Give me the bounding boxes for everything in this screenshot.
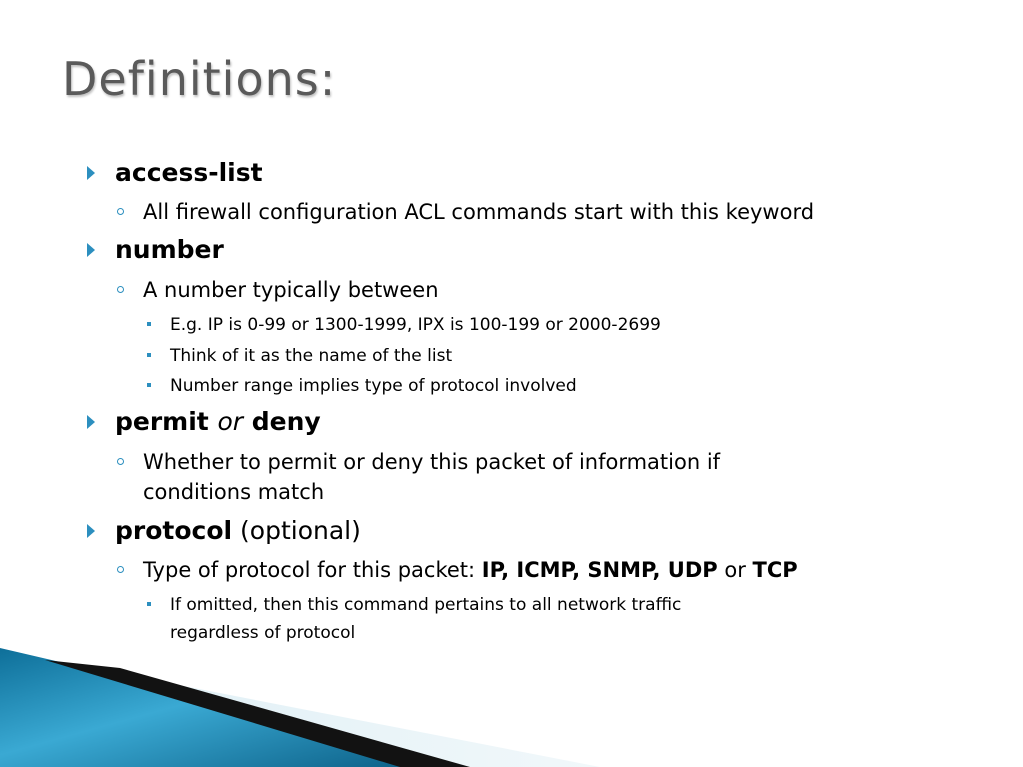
text-run: number [115, 235, 224, 264]
text-run: permit [115, 407, 218, 436]
text-run: IP, ICMP, SNMP, UDP [481, 558, 718, 582]
text-run: protocol [115, 516, 233, 545]
text-run: or [717, 558, 753, 582]
text-run: Think of it as the name of the list [170, 346, 453, 366]
slide-title: Definitions: [62, 52, 337, 106]
text-run: or [217, 407, 244, 436]
text-run: Type of protocol for this packet: [143, 558, 482, 582]
text-run: E.g. IP is 0-99 or 1300-1999, IPX is 100-199 or 2000-2699 [170, 315, 661, 335]
text-run: TCP [752, 558, 798, 582]
text-run: conditions match [143, 480, 325, 504]
text-run: Whether to permit or deny this packet of information if [143, 450, 721, 474]
text-run: A number typically between [143, 278, 439, 302]
text-run: All firewall configuration ACL commands start with this keyword [143, 200, 815, 224]
text-run: deny [243, 407, 321, 436]
text-run: (optional) [232, 516, 361, 545]
text-run: Number range implies type of protocol involved [170, 376, 577, 396]
text-run: regardless of protocol [170, 623, 356, 643]
text-run: If omitted, then this command pertains to all network traffic [170, 595, 682, 615]
text-run: access-list [115, 158, 263, 187]
